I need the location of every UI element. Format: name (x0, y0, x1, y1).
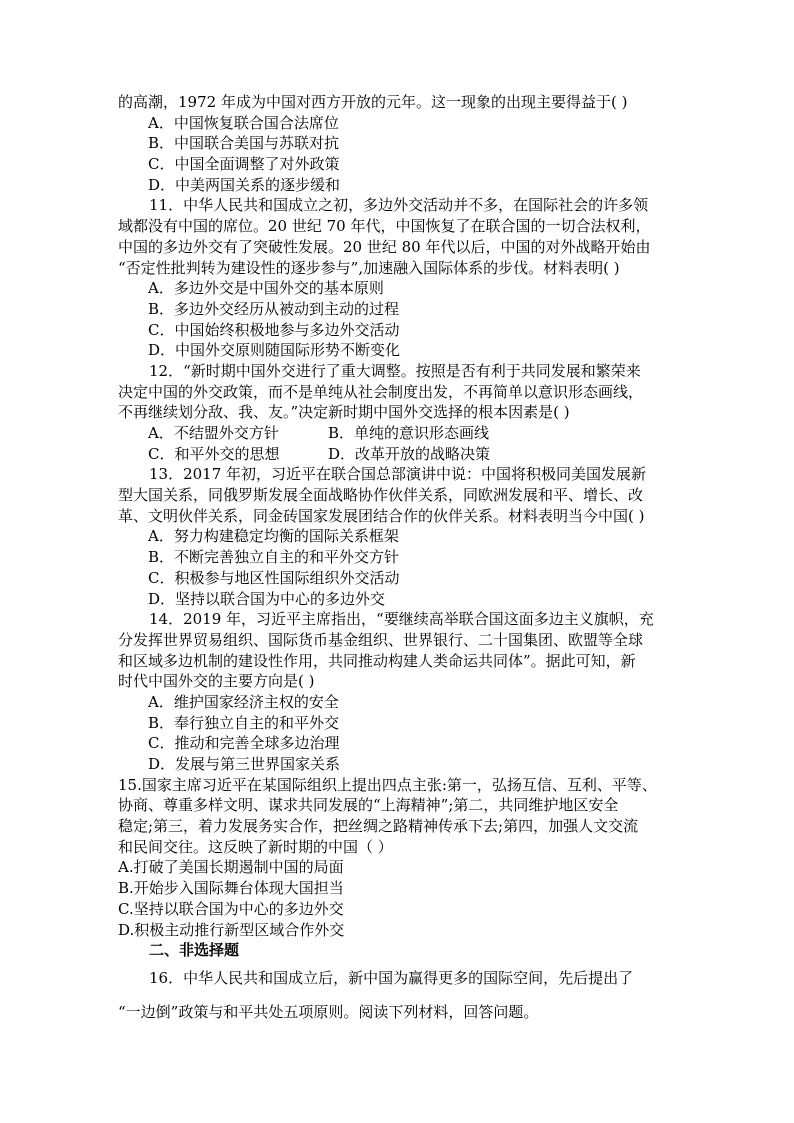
q10-stem-tail: 的高潮，1972 年成为中国对西方开放的元年。这一现象的出现主要得益于( ) (118, 93, 628, 111)
q12-option-a: A．不结盟外交方针 (148, 424, 279, 442)
q14-option-a: A．维护国家经济主权的安全 (148, 692, 339, 711)
q10-option-b: B．中国联合美国与苏联对抗 (148, 134, 340, 153)
q10-option-a: A．中国恢复联合国合法席位 (148, 113, 339, 132)
q13-option-d: D．坚持以联合国为中心的多边外交 (148, 589, 386, 608)
q13-stem-line: 革、文明伙伴关系，同金砖国家发展团结合作的伙伴关系。材料表明当今中国( ) (118, 506, 645, 525)
question-12 (118, 361, 678, 464)
document-page (118, 92, 678, 1029)
q12-stem-line: 12．“新时期中国外交进行了重大调整。按照是否有利于共同发展和繁荣来 (149, 361, 641, 380)
q13-option-b: B．不断完善独立自主的和平外交方针 (148, 548, 400, 567)
q11-stem-line: “否定性批判转为建设性的逐步参与”,加速融入国际体系的步伐。材料表明( ) (118, 258, 620, 277)
q11-stem-line: 中国的多边外交有了突破性发展。20 世纪 80 年代以后，中国的对外战略开始由 (118, 237, 651, 256)
q11-stem-line: 域都没有中国的席位。20 世纪 70 年代，中国恢复了在联合国的一切合法权利， (118, 217, 651, 236)
q14-stem-line: 和区域多边机制的建设性作用，共同推动构建人类命运共同体”。据此可知，新 (118, 651, 636, 670)
q14-stem-line: 14．2019 年，习近平主席指出，“要继续高举联合国这面多边主义旗帜，充 (149, 610, 654, 629)
q11-stem-line: 11．中华人民共和国成立之初，多边外交活动并不多，在国际社会的许多领 (149, 196, 649, 215)
q12-option-d: D．改革开放的战略决策 (328, 444, 491, 463)
q15-stem-line: 15.国家主席习近平在某国际组织上提出四点主张:第一，弘扬互信、互利、平等、 (118, 775, 657, 794)
question-14 (118, 609, 678, 775)
q15-option-b: B.开始步入国际舞台体现大国担当 (118, 879, 344, 898)
q15-stem-line: 协商、尊重多样文明、谋求共同发展的“上海精神”;第二，共同维护地区安全 (118, 796, 619, 815)
q15-stem-line: 和民间交往。这反映了新时期的中国（ ） (118, 837, 393, 856)
q13-stem-line: 13．2017 年初，习近平在联合国总部演讲中说：中国将积极同美国发展新 (149, 465, 647, 484)
q14-option-c: C．推动和完善全球多边治理 (148, 734, 340, 753)
q16-stem-line: “一边倒”政策与和平共处五项原则。阅读下列材料，回答问题。 (118, 1002, 539, 1021)
q11-option-d: D．中国外交原则随国际形势不断变化 (148, 341, 401, 360)
q15-option-d: D.积极主动推行新型区域合作外交 (118, 920, 345, 939)
question-13 (118, 464, 678, 609)
question-16 (118, 961, 678, 1029)
q14-stem-line: 分发挥世界贸易组织、国际货币基金组织、世界银行、二十国集团、欧盟等全球 (118, 630, 644, 649)
q12-options-row (118, 444, 678, 465)
q15-option-a: A.打破了美国长期遏制中国的局面 (118, 858, 344, 877)
q13-stem-line: 型大国关系，同俄罗斯发展全面战略协作伙伴关系，同欧洲发展和平、增长、改 (118, 486, 644, 505)
q12-option-c: C．和平外交的思想 (148, 444, 280, 463)
q11-option-c: C．中国始终积极地参与多边外交活动 (148, 320, 400, 339)
q10-option-c: C．中国全面调整了对外政策 (148, 155, 340, 174)
q12-stem-line: 不再继续划分敌、我、友。”决定新时期中国外交选择的根本因素是( ) (118, 403, 570, 422)
question-15 (118, 775, 678, 941)
question-11 (118, 195, 678, 361)
q12-stem-line: 决定中国的外交政策，而不是单纯从社会制度出发，不再简单以意识形态画线， (118, 382, 644, 401)
q15-option-c: C.坚持以联合国为中心的多边外交 (118, 899, 344, 918)
q16-stem-line: 16．中华人民共和国成立后，新中国为赢得更多的国际空间，先后提出了 (149, 968, 634, 987)
q10-option-d: D．中美两国关系的逐步缓和 (148, 175, 341, 194)
q14-option-b: B．奉行独立自主的和平外交 (148, 713, 340, 732)
q11-option-b: B．多边外交经历从被动到主动的过程 (148, 299, 400, 318)
q11-option-a: A．多边外交是中国外交的基本原则 (148, 279, 384, 298)
q14-option-d: D．发展与第三世界国家关系 (148, 755, 341, 773)
q12-option-b: B．单纯的意识形态画线 (328, 424, 490, 442)
q12-options-row (118, 423, 678, 444)
q15-stem-line: 稳定;第三，着力发展务实合作，把丝绸之路精神传承下去;第四，加强人文交流 (118, 817, 639, 836)
section-heading: 二、非选择题 (149, 941, 240, 960)
q14-stem-line: 时代中国外交的主要方向是( ) (118, 672, 315, 691)
q13-option-c: C．积极参与地区性国际组织外交活动 (148, 568, 400, 587)
q13-option-a: A．努力构建稳定均衡的国际关系框架 (148, 527, 399, 546)
